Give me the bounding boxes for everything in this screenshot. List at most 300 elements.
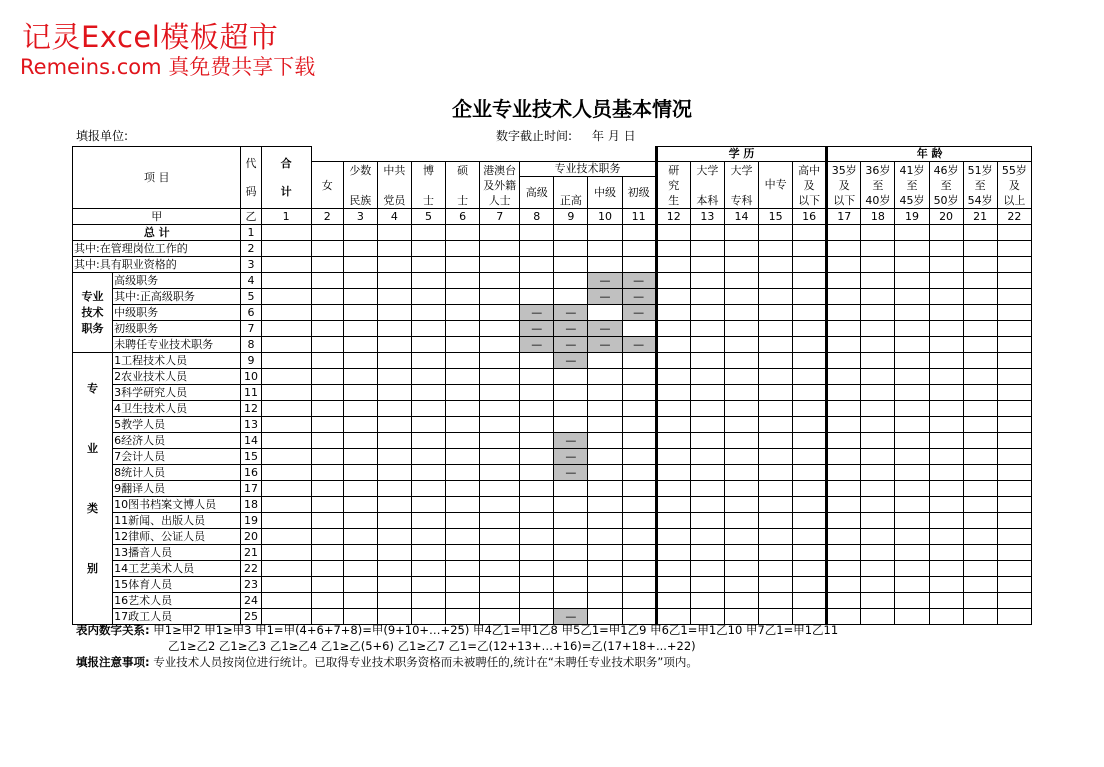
data-cell[interactable]: [377, 289, 411, 305]
data-cell[interactable]: [622, 257, 656, 273]
data-cell[interactable]: [261, 465, 311, 481]
data-cell[interactable]: [261, 417, 311, 433]
data-cell[interactable]: [759, 497, 793, 513]
data-cell[interactable]: [759, 561, 793, 577]
data-cell[interactable]: [554, 289, 588, 305]
data-cell[interactable]: [411, 417, 445, 433]
data-cell[interactable]: [963, 433, 997, 449]
data-cell[interactable]: [793, 497, 827, 513]
data-cell[interactable]: [759, 321, 793, 337]
data-cell[interactable]: [343, 417, 377, 433]
data-cell[interactable]: [622, 593, 656, 609]
data-cell[interactable]: [827, 369, 861, 385]
data-cell[interactable]: [861, 369, 895, 385]
data-cell[interactable]: [311, 289, 343, 305]
data-cell[interactable]: [377, 449, 411, 465]
data-cell[interactable]: [622, 481, 656, 497]
data-cell[interactable]: [997, 449, 1031, 465]
data-cell[interactable]: [377, 257, 411, 273]
data-cell[interactable]: [997, 513, 1031, 529]
data-cell[interactable]: [622, 497, 656, 513]
data-cell[interactable]: [724, 321, 758, 337]
data-cell[interactable]: [827, 497, 861, 513]
data-cell[interactable]: [446, 513, 480, 529]
data-cell[interactable]: [446, 497, 480, 513]
data-cell[interactable]: [929, 369, 963, 385]
data-cell[interactable]: [997, 257, 1031, 273]
data-cell[interactable]: [997, 545, 1031, 561]
data-cell[interactable]: [793, 545, 827, 561]
data-cell[interactable]: [827, 545, 861, 561]
data-cell[interactable]: [929, 513, 963, 529]
data-cell[interactable]: [793, 241, 827, 257]
data-cell[interactable]: [793, 433, 827, 449]
data-cell[interactable]: [895, 497, 929, 513]
data-cell[interactable]: [690, 577, 724, 593]
data-cell[interactable]: [929, 401, 963, 417]
data-cell[interactable]: [861, 385, 895, 401]
data-cell[interactable]: [895, 481, 929, 497]
data-cell[interactable]: [343, 433, 377, 449]
data-cell[interactable]: [343, 321, 377, 337]
data-cell[interactable]: [480, 577, 520, 593]
data-cell[interactable]: [377, 545, 411, 561]
data-cell[interactable]: [827, 449, 861, 465]
data-cell[interactable]: [261, 241, 311, 257]
data-cell[interactable]: [343, 545, 377, 561]
data-cell[interactable]: [793, 321, 827, 337]
data-cell[interactable]: [690, 337, 724, 353]
data-cell[interactable]: [690, 241, 724, 257]
data-cell[interactable]: [827, 433, 861, 449]
data-cell[interactable]: [861, 337, 895, 353]
data-cell[interactable]: [446, 289, 480, 305]
data-cell[interactable]: [480, 353, 520, 369]
data-cell[interactable]: [343, 369, 377, 385]
data-cell[interactable]: [480, 545, 520, 561]
data-cell[interactable]: [588, 465, 622, 481]
data-cell[interactable]: [963, 289, 997, 305]
data-cell[interactable]: [861, 545, 895, 561]
data-cell[interactable]: [656, 497, 690, 513]
data-cell[interactable]: [827, 353, 861, 369]
data-cell[interactable]: [861, 433, 895, 449]
data-cell[interactable]: [997, 577, 1031, 593]
data-cell[interactable]: [724, 241, 758, 257]
data-cell[interactable]: [377, 401, 411, 417]
data-cell[interactable]: [377, 593, 411, 609]
data-cell[interactable]: [656, 577, 690, 593]
data-cell[interactable]: [411, 577, 445, 593]
data-cell[interactable]: [929, 433, 963, 449]
data-cell[interactable]: [311, 545, 343, 561]
data-cell[interactable]: [520, 369, 554, 385]
data-cell[interactable]: [895, 529, 929, 545]
data-cell[interactable]: [411, 337, 445, 353]
data-cell[interactable]: [759, 593, 793, 609]
data-cell[interactable]: [343, 481, 377, 497]
data-cell[interactable]: [520, 225, 554, 241]
data-cell[interactable]: [411, 401, 445, 417]
data-cell[interactable]: [963, 353, 997, 369]
data-cell[interactable]: [311, 225, 343, 241]
data-cell[interactable]: [377, 321, 411, 337]
data-cell[interactable]: [861, 273, 895, 289]
data-cell[interactable]: [554, 241, 588, 257]
data-cell[interactable]: [997, 481, 1031, 497]
data-cell[interactable]: [690, 481, 724, 497]
data-cell[interactable]: [622, 513, 656, 529]
data-cell[interactable]: [261, 513, 311, 529]
data-cell[interactable]: [724, 513, 758, 529]
data-cell[interactable]: [861, 321, 895, 337]
data-cell[interactable]: [261, 257, 311, 273]
data-cell[interactable]: [656, 561, 690, 577]
data-cell[interactable]: [554, 417, 588, 433]
data-cell[interactable]: [861, 401, 895, 417]
data-cell[interactable]: [311, 513, 343, 529]
data-cell[interactable]: [343, 513, 377, 529]
data-cell[interactable]: [759, 225, 793, 241]
data-cell[interactable]: [377, 385, 411, 401]
data-cell[interactable]: [963, 225, 997, 241]
data-cell[interactable]: [997, 385, 1031, 401]
data-cell[interactable]: [480, 369, 520, 385]
data-cell[interactable]: [343, 305, 377, 321]
data-cell[interactable]: [759, 481, 793, 497]
data-cell[interactable]: [520, 465, 554, 481]
data-cell[interactable]: [261, 273, 311, 289]
data-cell[interactable]: [261, 593, 311, 609]
data-cell[interactable]: [588, 513, 622, 529]
data-cell[interactable]: [724, 529, 758, 545]
data-cell[interactable]: [622, 241, 656, 257]
data-cell[interactable]: [724, 353, 758, 369]
data-cell[interactable]: [377, 577, 411, 593]
data-cell[interactable]: [446, 449, 480, 465]
data-cell[interactable]: [377, 305, 411, 321]
data-cell[interactable]: [520, 593, 554, 609]
data-cell[interactable]: [929, 609, 963, 625]
data-cell[interactable]: [963, 273, 997, 289]
data-cell[interactable]: [997, 433, 1031, 449]
data-cell[interactable]: [895, 513, 929, 529]
data-cell[interactable]: [793, 225, 827, 241]
data-cell[interactable]: [759, 289, 793, 305]
data-cell[interactable]: [588, 577, 622, 593]
data-cell[interactable]: [929, 225, 963, 241]
data-cell[interactable]: [929, 257, 963, 273]
data-cell[interactable]: [963, 577, 997, 593]
data-cell[interactable]: [311, 449, 343, 465]
data-cell[interactable]: [861, 577, 895, 593]
data-cell[interactable]: [963, 609, 997, 625]
data-cell[interactable]: [690, 401, 724, 417]
data-cell[interactable]: [411, 545, 445, 561]
data-cell[interactable]: [724, 465, 758, 481]
data-cell[interactable]: [827, 481, 861, 497]
data-cell[interactable]: [895, 273, 929, 289]
data-cell[interactable]: [261, 337, 311, 353]
data-cell[interactable]: [656, 433, 690, 449]
data-cell[interactable]: [963, 465, 997, 481]
data-cell[interactable]: [861, 561, 895, 577]
data-cell[interactable]: [963, 497, 997, 513]
data-cell[interactable]: [377, 561, 411, 577]
data-cell[interactable]: [827, 513, 861, 529]
data-cell[interactable]: [963, 529, 997, 545]
data-cell[interactable]: [997, 593, 1031, 609]
data-cell[interactable]: [929, 321, 963, 337]
data-cell[interactable]: [690, 465, 724, 481]
data-cell[interactable]: [827, 417, 861, 433]
data-cell[interactable]: [311, 529, 343, 545]
data-cell[interactable]: [377, 481, 411, 497]
data-cell[interactable]: [963, 321, 997, 337]
data-cell[interactable]: [480, 481, 520, 497]
data-cell[interactable]: [311, 593, 343, 609]
data-cell[interactable]: [343, 337, 377, 353]
data-cell[interactable]: [759, 417, 793, 433]
data-cell[interactable]: [861, 465, 895, 481]
data-cell[interactable]: [446, 481, 480, 497]
data-cell[interactable]: [622, 465, 656, 481]
data-cell[interactable]: [343, 289, 377, 305]
data-cell[interactable]: [690, 273, 724, 289]
data-cell[interactable]: [377, 369, 411, 385]
data-cell[interactable]: [963, 369, 997, 385]
data-cell[interactable]: [793, 337, 827, 353]
data-cell[interactable]: [827, 561, 861, 577]
data-cell[interactable]: [963, 449, 997, 465]
data-cell[interactable]: [554, 481, 588, 497]
data-cell[interactable]: [827, 273, 861, 289]
data-cell[interactable]: [656, 465, 690, 481]
data-cell[interactable]: [261, 289, 311, 305]
data-cell[interactable]: [446, 593, 480, 609]
data-cell[interactable]: [827, 577, 861, 593]
data-cell[interactable]: [656, 593, 690, 609]
data-cell[interactable]: [759, 353, 793, 369]
data-cell[interactable]: [622, 369, 656, 385]
data-cell[interactable]: [724, 561, 758, 577]
data-cell[interactable]: [480, 321, 520, 337]
data-cell[interactable]: [261, 577, 311, 593]
data-cell[interactable]: [759, 401, 793, 417]
data-cell[interactable]: [622, 529, 656, 545]
data-cell[interactable]: [261, 545, 311, 561]
data-cell[interactable]: [520, 401, 554, 417]
data-cell[interactable]: [656, 289, 690, 305]
data-cell[interactable]: [446, 385, 480, 401]
data-cell[interactable]: [446, 401, 480, 417]
data-cell[interactable]: [997, 369, 1031, 385]
data-cell[interactable]: [554, 273, 588, 289]
data-cell[interactable]: [446, 241, 480, 257]
data-cell[interactable]: [997, 529, 1031, 545]
data-cell[interactable]: [997, 609, 1031, 625]
data-cell[interactable]: [929, 273, 963, 289]
data-cell[interactable]: [724, 545, 758, 561]
data-cell[interactable]: [311, 561, 343, 577]
data-cell[interactable]: [895, 369, 929, 385]
data-cell[interactable]: [588, 433, 622, 449]
data-cell[interactable]: [963, 241, 997, 257]
data-cell[interactable]: [520, 353, 554, 369]
data-cell[interactable]: [520, 545, 554, 561]
data-cell[interactable]: [622, 385, 656, 401]
data-cell[interactable]: [997, 241, 1031, 257]
data-cell[interactable]: [861, 593, 895, 609]
data-cell[interactable]: [827, 321, 861, 337]
data-cell[interactable]: [311, 353, 343, 369]
data-cell[interactable]: [622, 321, 656, 337]
data-cell[interactable]: [554, 497, 588, 513]
data-cell[interactable]: [480, 465, 520, 481]
data-cell[interactable]: [929, 449, 963, 465]
data-cell[interactable]: [656, 241, 690, 257]
data-cell[interactable]: [929, 465, 963, 481]
data-cell[interactable]: [311, 273, 343, 289]
data-cell[interactable]: [793, 529, 827, 545]
data-cell[interactable]: [724, 577, 758, 593]
data-cell[interactable]: [827, 289, 861, 305]
data-cell[interactable]: [690, 353, 724, 369]
data-cell[interactable]: [554, 593, 588, 609]
data-cell[interactable]: [311, 465, 343, 481]
data-cell[interactable]: [622, 433, 656, 449]
data-cell[interactable]: [622, 401, 656, 417]
data-cell[interactable]: [690, 369, 724, 385]
data-cell[interactable]: [997, 225, 1031, 241]
data-cell[interactable]: [520, 449, 554, 465]
data-cell[interactable]: [622, 417, 656, 433]
data-cell[interactable]: [377, 225, 411, 241]
data-cell[interactable]: [343, 449, 377, 465]
data-cell[interactable]: [343, 497, 377, 513]
data-cell[interactable]: [411, 353, 445, 369]
data-cell[interactable]: [622, 225, 656, 241]
data-cell[interactable]: [656, 321, 690, 337]
data-cell[interactable]: [588, 593, 622, 609]
data-cell[interactable]: [588, 497, 622, 513]
data-cell[interactable]: [520, 273, 554, 289]
data-cell[interactable]: [895, 289, 929, 305]
data-cell[interactable]: [724, 433, 758, 449]
data-cell[interactable]: [759, 305, 793, 321]
data-cell[interactable]: [261, 385, 311, 401]
data-cell[interactable]: [759, 369, 793, 385]
data-cell[interactable]: [377, 417, 411, 433]
data-cell[interactable]: [963, 481, 997, 497]
data-cell[interactable]: [997, 401, 1031, 417]
data-cell[interactable]: [793, 305, 827, 321]
data-cell[interactable]: [554, 561, 588, 577]
data-cell[interactable]: [997, 353, 1031, 369]
data-cell[interactable]: [480, 593, 520, 609]
data-cell[interactable]: [861, 449, 895, 465]
data-cell[interactable]: [861, 481, 895, 497]
data-cell[interactable]: [929, 305, 963, 321]
data-cell[interactable]: [827, 257, 861, 273]
data-cell[interactable]: [827, 337, 861, 353]
data-cell[interactable]: [311, 321, 343, 337]
data-cell[interactable]: [588, 257, 622, 273]
data-cell[interactable]: [588, 305, 622, 321]
data-cell[interactable]: [759, 529, 793, 545]
data-cell[interactable]: [793, 465, 827, 481]
data-cell[interactable]: [690, 545, 724, 561]
data-cell[interactable]: [895, 561, 929, 577]
data-cell[interactable]: [997, 465, 1031, 481]
data-cell[interactable]: [311, 401, 343, 417]
data-cell[interactable]: [480, 305, 520, 321]
data-cell[interactable]: [724, 497, 758, 513]
data-cell[interactable]: [895, 225, 929, 241]
data-cell[interactable]: [963, 401, 997, 417]
data-cell[interactable]: [827, 385, 861, 401]
data-cell[interactable]: [311, 417, 343, 433]
data-cell[interactable]: [963, 561, 997, 577]
data-cell[interactable]: [411, 305, 445, 321]
data-cell[interactable]: [929, 497, 963, 513]
data-cell[interactable]: [520, 497, 554, 513]
data-cell[interactable]: [690, 497, 724, 513]
data-cell[interactable]: [690, 513, 724, 529]
data-cell[interactable]: [480, 449, 520, 465]
data-cell[interactable]: [827, 529, 861, 545]
data-cell[interactable]: [656, 257, 690, 273]
data-cell[interactable]: [588, 225, 622, 241]
data-cell[interactable]: [446, 529, 480, 545]
data-cell[interactable]: [793, 449, 827, 465]
data-cell[interactable]: [724, 257, 758, 273]
data-cell[interactable]: [411, 273, 445, 289]
data-cell[interactable]: [377, 241, 411, 257]
data-cell[interactable]: [261, 481, 311, 497]
data-cell[interactable]: [480, 337, 520, 353]
data-cell[interactable]: [656, 545, 690, 561]
data-cell[interactable]: [724, 481, 758, 497]
data-cell[interactable]: [446, 433, 480, 449]
data-cell[interactable]: [724, 593, 758, 609]
data-cell[interactable]: [895, 337, 929, 353]
data-cell[interactable]: [480, 497, 520, 513]
data-cell[interactable]: [997, 561, 1031, 577]
data-cell[interactable]: [759, 577, 793, 593]
data-cell[interactable]: [520, 257, 554, 273]
data-cell[interactable]: [690, 257, 724, 273]
data-cell[interactable]: [759, 273, 793, 289]
data-cell[interactable]: [827, 465, 861, 481]
data-cell[interactable]: [446, 225, 480, 241]
data-cell[interactable]: [377, 513, 411, 529]
data-cell[interactable]: [446, 369, 480, 385]
data-cell[interactable]: [690, 385, 724, 401]
data-cell[interactable]: [793, 353, 827, 369]
data-cell[interactable]: [588, 417, 622, 433]
data-cell[interactable]: [827, 593, 861, 609]
data-cell[interactable]: [963, 545, 997, 561]
data-cell[interactable]: [690, 433, 724, 449]
data-cell[interactable]: [261, 497, 311, 513]
data-cell[interactable]: [759, 337, 793, 353]
data-cell[interactable]: [759, 433, 793, 449]
data-cell[interactable]: [997, 273, 1031, 289]
data-cell[interactable]: [343, 385, 377, 401]
data-cell[interactable]: [759, 257, 793, 273]
data-cell[interactable]: [861, 513, 895, 529]
